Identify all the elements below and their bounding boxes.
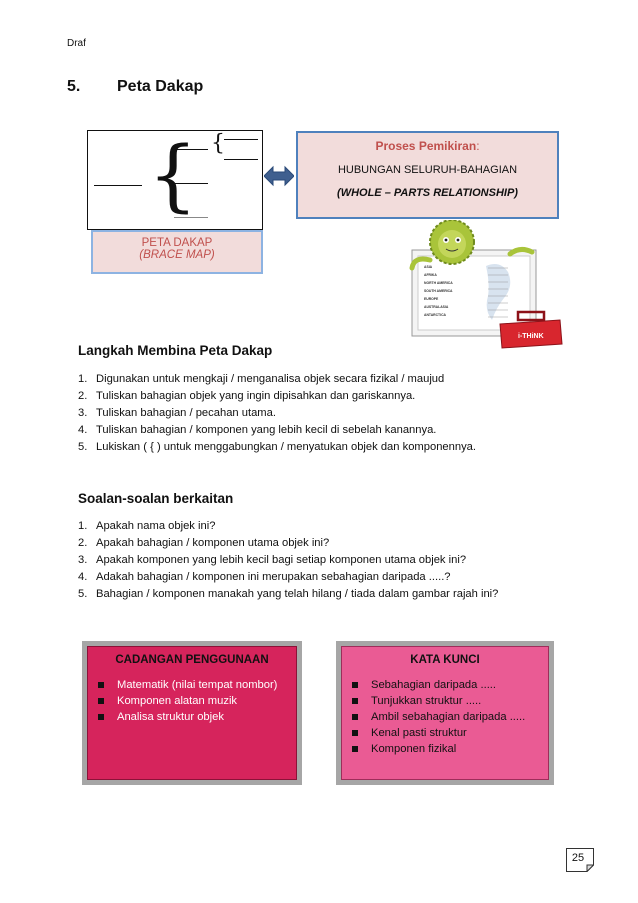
page-number-box	[566, 848, 594, 872]
section-name: Peta Dakap	[117, 78, 204, 95]
svg-text:ASIA: ASIA	[424, 265, 433, 269]
questions-heading: Soalan-soalan berkaitan	[78, 491, 234, 506]
svg-text:SOUTH AMERICA: SOUTH AMERICA	[424, 289, 453, 293]
svg-text:AFRIKA: AFRIKA	[424, 273, 437, 277]
subpart-line-2	[224, 159, 258, 160]
list-item: Komponen alatan muzik	[97, 693, 290, 709]
list-item: Tunjukkan struktur .....	[351, 693, 542, 709]
map-name-box	[91, 230, 263, 274]
relationship-english: (WHOLE – PARTS RELATIONSHIP)	[337, 187, 518, 199]
double-arrow-icon	[264, 165, 294, 187]
section-title	[67, 78, 203, 96]
subpart-line-1	[224, 139, 258, 140]
list-item: 3. Apakah komponen yang lebih kecil bagi setiap komponen utama objek ini?	[78, 554, 467, 566]
svg-text:NORTH AMERICA: NORTH AMERICA	[424, 281, 453, 285]
small-brace-shape: {	[211, 131, 225, 156]
usage-suggestions-list	[88, 677, 296, 725]
list-item: 2. Apakah bahagian / komponen utama objek ini?	[78, 537, 330, 549]
list-item: 5. Bahagian / komponen manakah yang telah hilang / tiada dalam gambar rajah ini?	[78, 588, 499, 600]
big-brace-shape: {	[148, 131, 198, 221]
steps-heading: Langkah Membina Peta Dakap	[78, 343, 273, 358]
svg-text:AUSTRALASIA: AUSTRALASIA	[424, 305, 449, 309]
keywords-card	[341, 646, 549, 780]
keywords-list	[342, 677, 548, 757]
questions-list	[78, 518, 498, 603]
section-number: 5.	[67, 78, 81, 95]
list-item: 4. Adakah bahagian / komponen ini merupakan sebahagian daripada .....?	[78, 571, 451, 583]
list-item: 5. Lukiskan ( { ) untuk menggabungkan / menyatukan objek dan komponennya.	[78, 441, 477, 453]
map-name-english: (BRACE MAP)	[139, 249, 215, 261]
thinking-process-box	[296, 131, 559, 219]
list-item: Matematik (nilai tempat nombor)	[97, 677, 290, 693]
list-item: 1. Apakah nama objek ini?	[78, 520, 216, 532]
part-line-2	[174, 183, 208, 184]
thinking-process-title: Proses Pemikiran:	[375, 139, 480, 153]
list-item: Komponen fizikal	[351, 741, 542, 757]
whole-line	[94, 185, 142, 186]
keywords-title: KATA KUNCI	[410, 654, 480, 666]
ithink-mascot-illustration	[390, 220, 565, 350]
usage-suggestions-title: CADANGAN PENGGUNAAN	[115, 654, 269, 666]
list-item: Sebahagian daripada .....	[351, 677, 542, 693]
page-number: 25	[571, 852, 585, 864]
draft-label: Draf	[67, 38, 86, 49]
steps-list	[78, 371, 476, 456]
list-item: Ambil sebahagian daripada .....	[351, 709, 542, 725]
svg-text:ANTARCTICA: ANTARCTICA	[424, 313, 446, 317]
brace-map-diagram	[87, 130, 263, 230]
list-item: Kenal pasti struktur	[351, 725, 542, 741]
svg-text:EUROPE: EUROPE	[424, 297, 439, 301]
part-line-3	[174, 217, 208, 218]
part-line-1	[174, 149, 208, 150]
list-item: Analisa struktur objek	[97, 709, 290, 725]
relationship-label: HUBUNGAN SELURUH-BAHAGIAN	[337, 164, 518, 176]
list-item: 4. Tuliskan bahagian / komponen yang lebih kecil di sebelah kanannya.	[78, 424, 437, 436]
list-item: 1. Digunakan untuk mengkaji / menganalisa objek secara fizikal / maujud	[78, 373, 445, 385]
usage-suggestions-card	[87, 646, 297, 780]
list-item: 2. Tuliskan bahagian objek yang ingin dipisahkan dan gariskannya.	[78, 390, 416, 402]
list-item: 3. Tuliskan bahagian / pecahan utama.	[78, 407, 276, 419]
ithink-label: i-THiNK	[518, 333, 544, 340]
map-name: PETA DAKAP	[141, 237, 213, 249]
